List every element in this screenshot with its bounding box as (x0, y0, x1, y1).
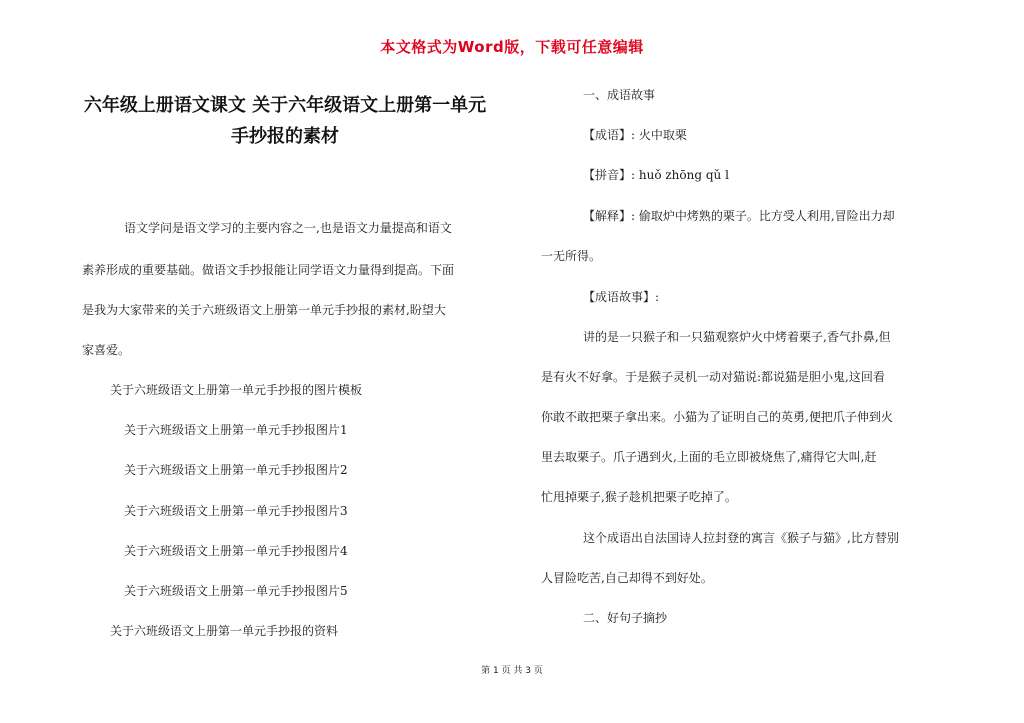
page-number-footer: 第 1 页 共 3 页 (481, 666, 543, 676)
story-line: 是有火不好拿。于是猴子灵机一动对猫说:都说猫是胆小鬼,这回看 (541, 370, 885, 384)
template-heading: 关于六班级语文上册第一单元手抄报的图片模板 (110, 383, 363, 397)
explanation-line: 一无所得。 (541, 249, 602, 263)
explanation-line: 【解释】: 偷取炉中烤熟的栗子。比方受人利用,冒险出力却 (583, 209, 895, 223)
intro-paragraph-line: 家喜爱。 (82, 343, 131, 357)
document-title-line-2: 手抄报的素材 (231, 126, 339, 147)
origin-line: 人冒险吃苦,自己却得不到好处。 (541, 571, 713, 585)
section-heading-idiom-story: 一、成语故事 (583, 88, 656, 102)
idiom-line: 【成语】: 火中取栗 (583, 128, 687, 142)
story-line: 里去取栗子。爪子遇到火,上面的毛立即被烧焦了,痛得它大叫,赶 (541, 450, 877, 464)
image-caption: 关于六班级语文上册第一单元手抄报图片1 (124, 423, 348, 437)
intro-paragraph-line: 素养形成的重要基础。做语文手抄报能让同学语文力量得到提高。下面 (82, 263, 455, 277)
image-caption: 关于六班级语文上册第一单元手抄报图片5 (124, 584, 348, 598)
image-caption: 关于六班级语文上册第一单元手抄报图片3 (124, 504, 348, 518)
story-heading: 【成语故事】: (583, 290, 660, 304)
document-title-line-1: 六年级上册语文课文 关于六年级语文上册第一单元 (83, 95, 487, 116)
image-caption: 关于六班级语文上册第一单元手抄报图片4 (124, 544, 348, 558)
intro-paragraph-line: 是我为大家带来的关于六班级语文上册第一单元手抄报的素材,盼望大 (82, 303, 446, 317)
pinyin-line: 【拼音】: huǒ zhōng qǔ l (583, 168, 729, 182)
word-format-banner: 本文格式为Word版，下载可任意编辑 (380, 38, 644, 56)
story-line: 讲的是一只猴子和一只猫观察炉火中烤着栗子,香气扑鼻,但 (583, 330, 891, 344)
image-caption: 关于六班级语文上册第一单元手抄报图片2 (124, 463, 348, 477)
origin-line: 这个成语出自法国诗人拉封登的寓言《猴子与猫》,比方替别 (583, 531, 899, 545)
story-line: 忙甩掉栗子,猴子趁机把栗子吃掉了。 (541, 490, 737, 504)
section-heading-good-sentences: 二、好句子摘抄 (583, 611, 668, 625)
story-line: 你敢不敢把栗子拿出来。小猫为了证明自己的英勇,便把爪子伸到火 (541, 410, 893, 424)
intro-paragraph-line: 语文学问是语文学习的主要内容之一,也是语文力量提高和语文 (124, 221, 452, 235)
material-heading: 关于六班级语文上册第一单元手抄报的资料 (110, 624, 339, 638)
